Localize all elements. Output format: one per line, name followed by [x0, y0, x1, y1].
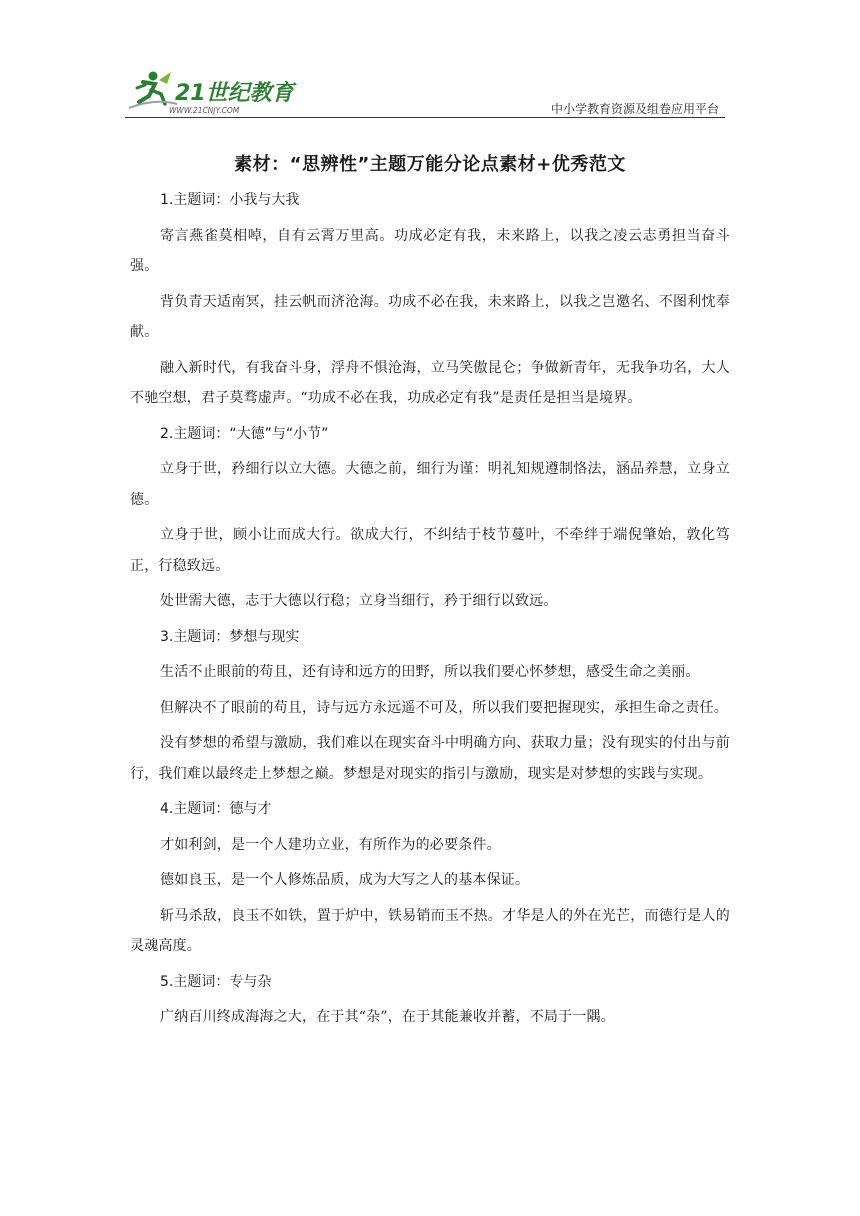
section-heading: 1.主题词：小我与大我 — [160, 192, 300, 208]
paragraph: 广纳百川终成海海之大，在于其“杂”，在于其能兼收并蓄，不局于一隅。 — [160, 1009, 615, 1025]
paragraph: 处世需大德，志于大德以行稳；立身当细行，矜于细行以致远。 — [160, 593, 558, 609]
section-heading: 4.主题词：德与才 — [160, 801, 272, 817]
paragraph: 融入新时代，有我奋斗身，浮舟不惧沧海，立马笑傲昆仑；争做新青年，无我争功名，大人不驰空想，君子莫骛虚声。“功成不必在我，功成必定有我”是责任是担当是境界。 — [130, 359, 730, 406]
platform-label: 中小学教育资源及组卷应用平台 — [550, 102, 719, 116]
paragraph: 没有梦想的希望与激励，我们难以在现实奋斗中明确方向、获取力量；没有现实的付出与前行，我们难以最终走上梦想之巅。梦想是对现实的指引与激励，现实是对梦想的实践与实现。 — [130, 735, 730, 782]
paragraph: 才如利剑，是一个人建功立业，有所作为的必要条件。 — [160, 836, 501, 853]
paragraph: 寄言燕雀莫相啅，自有云霄万里高。功成必定有我，未来路上，以我之凌云志勇担当奋斗强。 — [130, 227, 730, 274]
section-heading: 3.主题词：梦想与现实 — [160, 628, 300, 645]
paragraph: 斩马杀敌，良玉不如铁，置于炉中，铁易销而玉不热。才华是人的外在光芒，而德行是人的灵魂高度。 — [130, 907, 730, 954]
document-title: 素材：“思辨性”主题万能分论点素材+优秀范文 — [234, 154, 626, 175]
logo-text: 21世纪教育 — [175, 81, 294, 106]
paragraph: 但解决不了眼前的苟且，诗与远方永远遥不可及，所以我们要把握现实，承担生命之责任。 — [160, 699, 728, 716]
logo-url: WWW.21CNJY.COM — [169, 106, 240, 115]
document-body — [130, 185, 730, 1038]
paragraph: 生活不止眼前的苟且，还有诗和远方的田野，所以我们要心怀梦想，感受生命之美丽。 — [160, 664, 700, 680]
paragraph: 背负青天适南冥，挂云帆而济沧海。功成不必在我，未来路上，以我之岂邀名、不图利忱奉献。 — [130, 293, 730, 340]
paragraph: 立身于世，顾小让而成大行。欲成大行，不纠结于枝节蔓叶，不牵绊于端倪肇始，敦化笃正，行稳致远。 — [130, 527, 730, 574]
paragraph: 德如良玉，是一个人修炼品质，成为大写之人的基本保证。 — [160, 872, 530, 888]
page-header — [125, 62, 725, 118]
header-divider — [125, 117, 725, 118]
section-heading: 5.主题词：专与杂 — [160, 973, 272, 990]
21cnjy-logo — [125, 68, 300, 116]
section-heading: 2.主题词：“大德”与“小节” — [160, 425, 329, 442]
paragraph: 立身于世，矜细行以立大德。大德之前，细行为谨：明礼知规遵制恪法，涵品养慧，立身立德。 — [130, 461, 730, 508]
